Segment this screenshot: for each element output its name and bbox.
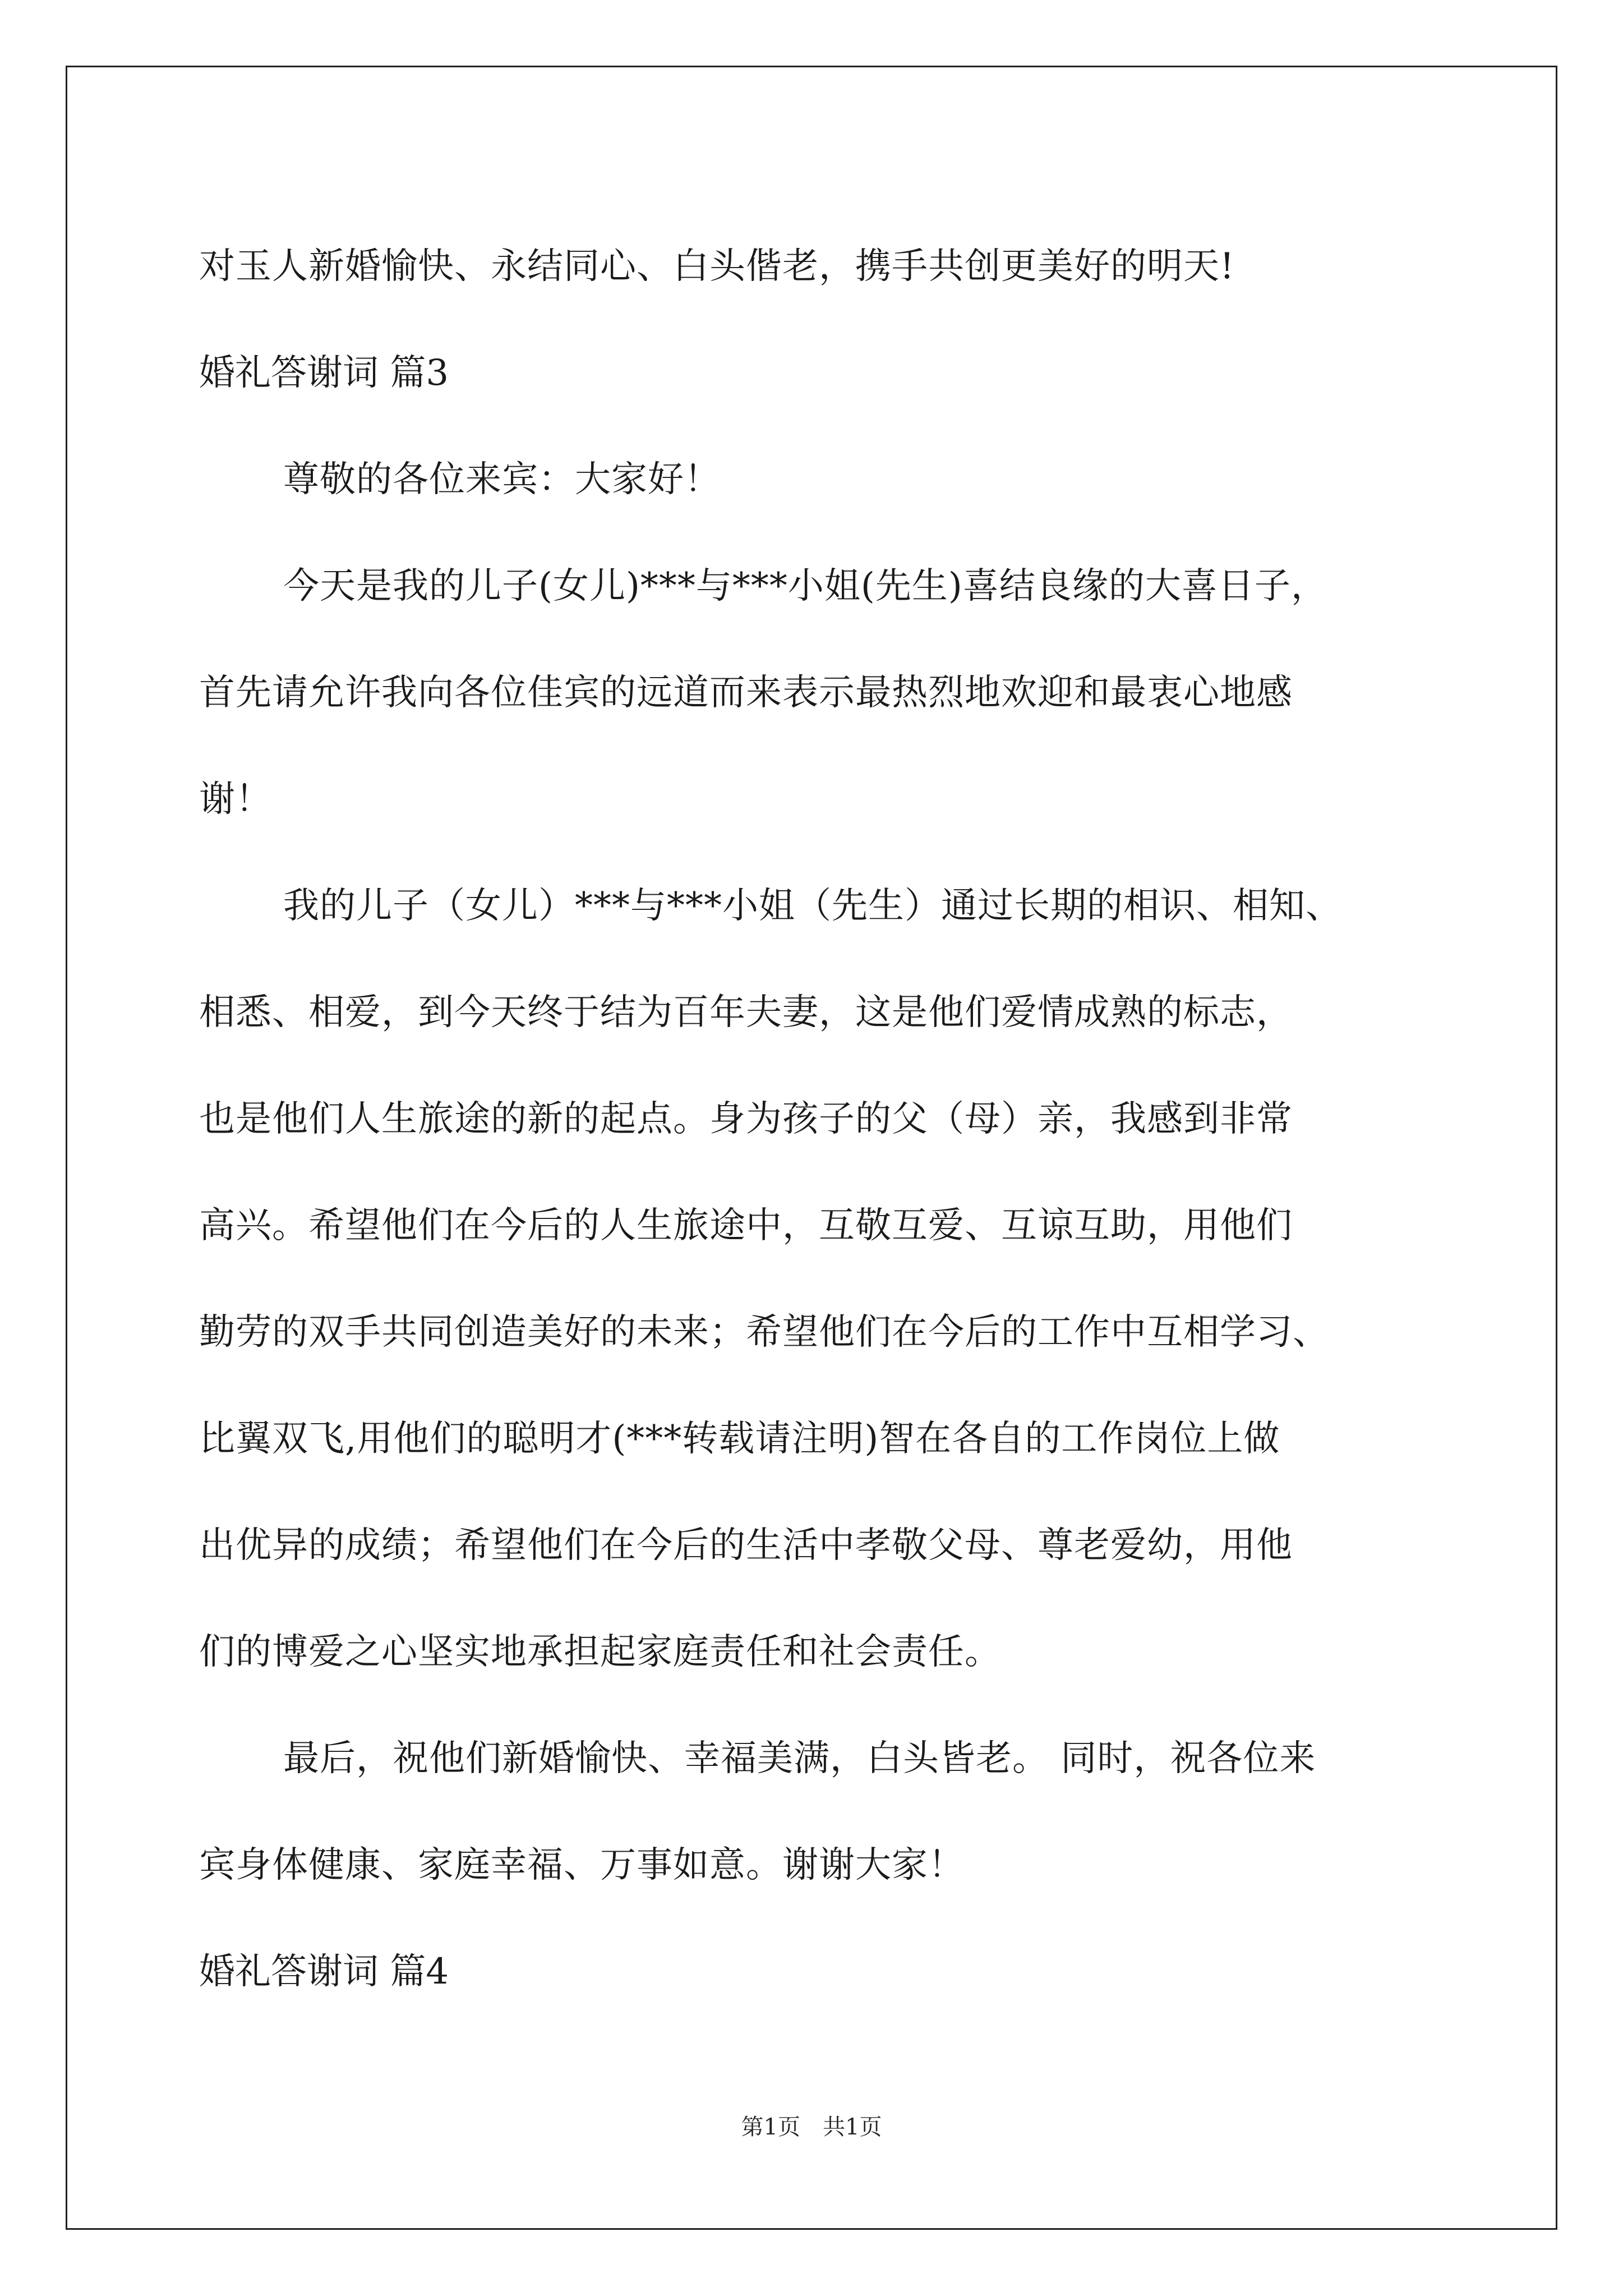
paragraph-line: 今天是我的儿子(女儿)***与***小姐(先生)喜结良缘的大喜日子，	[283, 565, 1327, 607]
paragraph-line: 相悉、相爱，到今天终于结为百年夫妻，这是他们爱情成熟的标志，	[199, 992, 1293, 1033]
paragraph-line: 宾身体健康、家庭幸福、万事如意。谢谢大家！	[199, 1844, 965, 1886]
paragraph-line: 对玉人新婚愉快、永结同心、白头偕老，携手共创更美好的明天!	[199, 246, 1235, 287]
paragraph-line: 出优异的成绩；希望他们在今后的生活中孝敬父母、尊老爱幼，用他	[199, 1525, 1293, 1566]
paragraph-line: 也是他们人生旅途的新的起点。身为孩子的父（母）亲，我感到非常	[199, 1098, 1293, 1140]
paragraph-line: 谢！	[199, 779, 272, 820]
paragraph-line: 们的博爱之心坚实地承担起家庭责任和社会责任。	[199, 1631, 1001, 1673]
paragraph-line: 首先请允许我向各位佳宾的远道而来表示最热烈地欢迎和最衷心地感	[199, 672, 1293, 714]
greeting-line: 尊敬的各位来宾：大家好！	[283, 459, 721, 500]
paragraph-line: 高兴。希望他们在今后的人生旅途中，互敬互爱、互谅互助，用他们	[199, 1205, 1293, 1246]
paragraph-line: 最后，祝他们新婚愉快、幸福美满，白头皆老。 同时，祝各位来	[283, 1738, 1316, 1779]
paragraph-line: 勤劳的双手共同创造美好的未来；希望他们在今后的工作中互相学习、	[199, 1312, 1329, 1353]
section-heading: 婚礼答谢词 篇4	[199, 1951, 449, 1993]
paragraph-line: 比翼双飞,用他们的聪明才(***转载请注明)智在各自的工作岗位上做	[199, 1418, 1280, 1460]
section-heading: 婚礼答谢词 篇3	[199, 352, 449, 394]
paragraph-line: 我的儿子（女儿）***与***小姐（先生）通过长期的相识、相知、	[283, 885, 1342, 927]
page-footer: 第1页 共1页	[741, 2114, 882, 2140]
document-body	[199, 213, 1433, 2025]
